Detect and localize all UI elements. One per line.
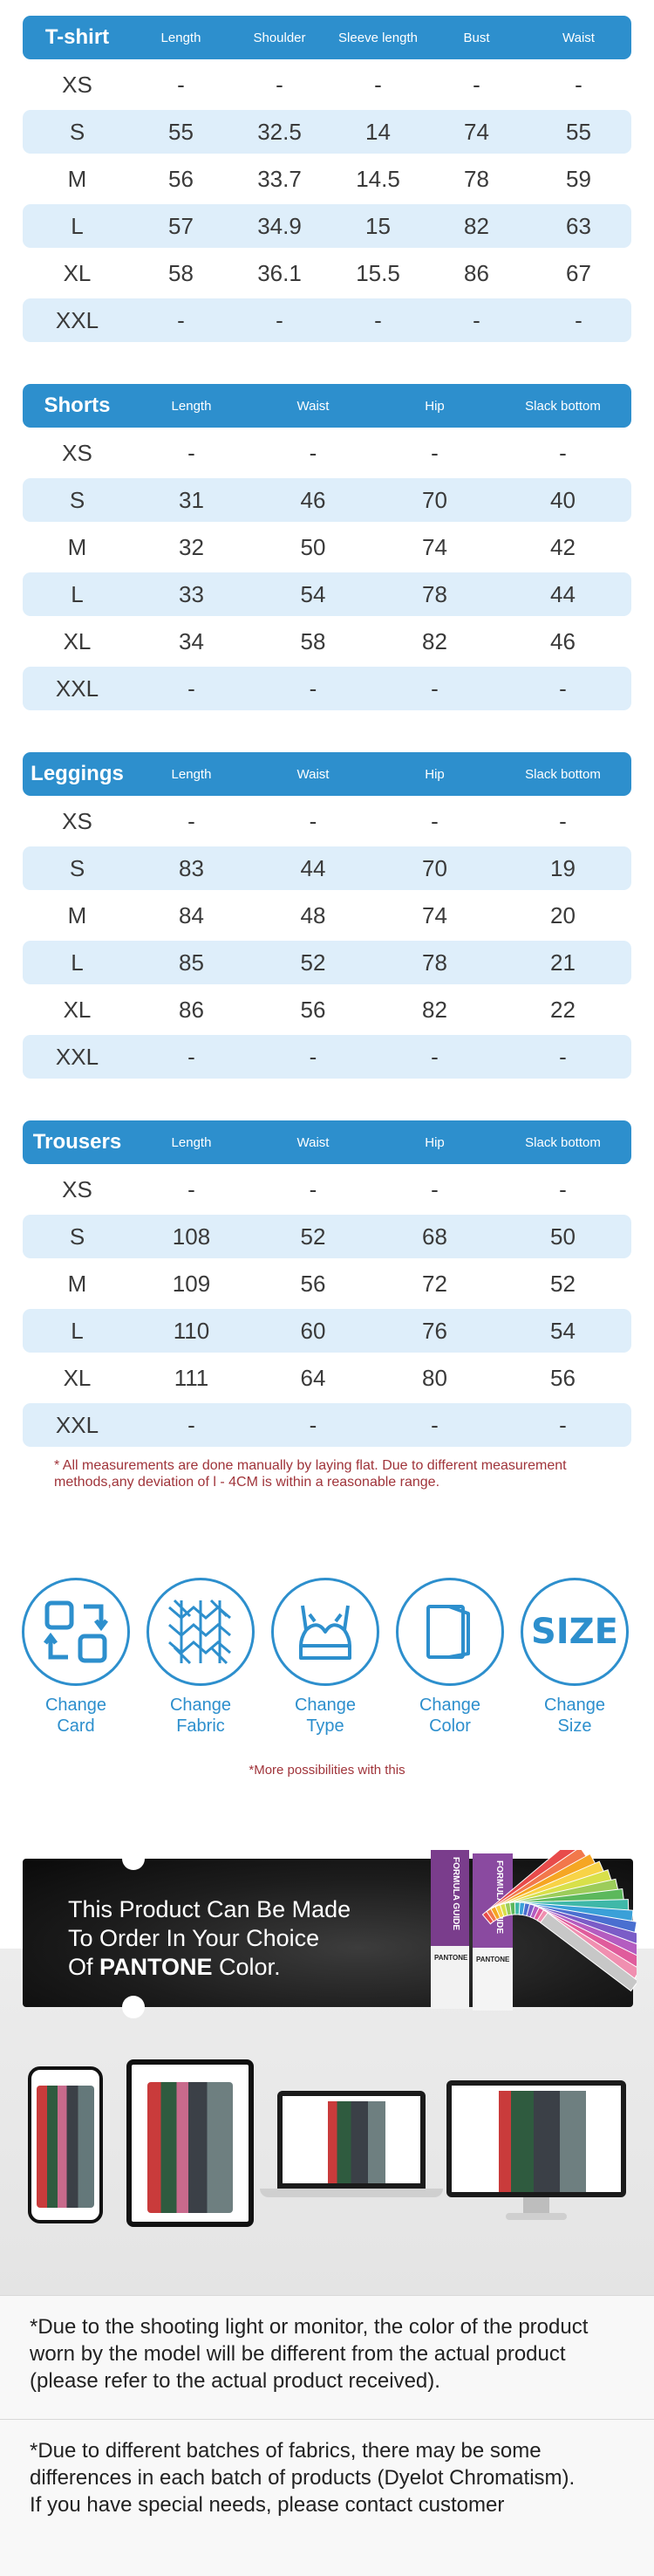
measurement-cell: - [309, 1411, 317, 1438]
measurement-cell: - [559, 439, 567, 466]
table-header [23, 1120, 631, 1164]
measurement-cell: - [276, 71, 283, 98]
measurement-cell: 50 [550, 1223, 576, 1250]
monitor-device [446, 2080, 626, 2197]
monitor-stand-base [506, 2213, 567, 2220]
measurement-cell: 14 [365, 118, 391, 145]
measurement-cell: 86 [179, 996, 204, 1023]
measurement-cell: 15 [365, 212, 391, 239]
measurement-cell: 78 [422, 949, 447, 976]
table-row [23, 251, 631, 295]
measurement-cell: 55 [168, 118, 194, 145]
measurement-cell: - [431, 1175, 439, 1202]
measurement-cell: - [431, 675, 439, 702]
column-header: Length [171, 1134, 212, 1150]
measurement-cell: - [473, 306, 480, 333]
size-label: L [71, 1317, 84, 1344]
measurement-cell: 64 [300, 1364, 326, 1391]
table-row [23, 63, 631, 106]
column-header: Hip [425, 766, 445, 782]
measurement-cell: - [187, 1043, 195, 1070]
measurement-cell: 22 [550, 996, 576, 1023]
measurement-cell: 33 [179, 580, 204, 607]
measurement-cell: 78 [464, 165, 489, 192]
headline-line-2: To Order In Your Choice [68, 1925, 320, 1951]
size-label: S [69, 854, 85, 881]
monitor-stand [523, 2197, 549, 2215]
option-label: Change Fabric [169, 1696, 232, 1736]
column-header: Slack bottom [525, 398, 601, 414]
measurement-cell: 15.5 [356, 259, 400, 286]
measurement-cell: - [309, 675, 317, 702]
measurement-cell: 70 [422, 486, 447, 513]
measurement-cell: - [431, 1043, 439, 1070]
measurement-cell: 111 [174, 1364, 209, 1391]
table-row [23, 799, 631, 843]
measurement-cell: 57 [168, 212, 194, 239]
measurement-cell: 58 [168, 259, 194, 286]
size-label: S [69, 118, 85, 145]
option-change-color[interactable] [393, 1578, 507, 1737]
measurement-cell: 48 [300, 901, 326, 928]
measurement-cell: 52 [550, 1270, 576, 1297]
size-label: S [69, 486, 85, 513]
disclaimer-color: *Due to the shooting light or monitor, the color of the product worn by the model will be different from the actual product (please refer to the actual product received). [0, 2295, 654, 2419]
table-row [23, 525, 631, 569]
table-row [23, 988, 631, 1031]
size-label: XXL [55, 1043, 99, 1070]
measurement-cell: - [309, 807, 317, 834]
measurement-cell: 110 [173, 1317, 210, 1344]
measurement-cell: 80 [422, 1364, 447, 1391]
column-header: Length [171, 766, 212, 782]
measurement-cell: 50 [300, 533, 326, 560]
measurement-cell: - [473, 71, 480, 98]
measurement-cell: 46 [550, 627, 576, 654]
measurement-cell: - [309, 1175, 317, 1202]
measurement-cell: 59 [566, 165, 591, 192]
option-change-fabric[interactable] [144, 1578, 257, 1737]
column-header: Shoulder [253, 30, 306, 45]
measurement-cell: - [559, 1043, 567, 1070]
measurement-cell: 85 [179, 949, 204, 976]
guide-title-2: FORMULA GUIDE [494, 1860, 504, 1935]
measurement-cell: - [575, 71, 582, 98]
option-change-type[interactable] [269, 1578, 382, 1737]
guide-brand-1: PANTONE [434, 1954, 468, 1962]
measurement-cell: 19 [550, 854, 576, 881]
size-label: XS [62, 807, 92, 834]
measurement-cell: - [431, 1411, 439, 1438]
table-header [23, 384, 631, 428]
sports-bra-icon [271, 1578, 379, 1686]
size-label: XL [63, 259, 92, 286]
measurement-cell: 68 [422, 1223, 447, 1250]
table-row [23, 572, 631, 616]
size-label: L [71, 949, 84, 976]
measurement-cell: - [276, 306, 283, 333]
fabric-pattern-icon [146, 1578, 255, 1686]
option-label: Change Card [44, 1696, 107, 1736]
option-change-card[interactable] [19, 1578, 133, 1737]
size-label: M [67, 1270, 87, 1297]
measurement-cell: - [177, 306, 185, 333]
size-label: XXL [55, 306, 99, 333]
fabric-image [499, 2091, 586, 2192]
measurement-cell: 82 [464, 212, 489, 239]
measurement-cell: 54 [300, 580, 326, 607]
option-label: Change Type [294, 1696, 357, 1736]
column-header: Waist [296, 766, 330, 782]
fabric-image [147, 2082, 233, 2213]
measurement-cell: - [187, 1411, 195, 1438]
measurement-cell: 58 [300, 627, 326, 654]
measurement-cell: 55 [566, 118, 591, 145]
measurement-cell: 46 [300, 486, 326, 513]
size-table-leggings [23, 752, 631, 1079]
table-row [23, 1168, 631, 1211]
pantone-guide-image [419, 1850, 637, 2016]
column-header: Length [160, 30, 201, 45]
measurement-cell: 78 [422, 580, 447, 607]
phone-device [28, 2066, 103, 2223]
measurement-cell: - [559, 1411, 567, 1438]
column-header: Bust [463, 30, 490, 45]
table-row [23, 204, 631, 248]
guide-brand-2: PANTONE [476, 1956, 510, 1963]
measurement-cell: 44 [550, 580, 576, 607]
measurement-cell: 20 [550, 901, 576, 928]
measurement-cell: 70 [422, 854, 447, 881]
column-header: Waist [296, 398, 330, 414]
fabric-image [37, 2086, 94, 2208]
size-label: M [67, 533, 87, 560]
measurement-cell: 54 [550, 1317, 576, 1344]
measurement-cell: 76 [422, 1317, 447, 1344]
table-row [23, 620, 631, 663]
measurement-cell: - [177, 71, 185, 98]
table-row [23, 1035, 631, 1079]
measurement-cell: 42 [550, 533, 576, 560]
size-label: L [71, 580, 84, 607]
more-possibilities-text: *More possibilities with this [249, 1763, 405, 1778]
change-card-icon [22, 1578, 130, 1686]
measurement-cell: 32 [179, 533, 204, 560]
measurement-cell: 83 [179, 854, 204, 881]
table-row [23, 157, 631, 201]
measurement-cell: 56 [168, 165, 194, 192]
measurement-cell: 82 [422, 996, 447, 1023]
disclaimer-batch: *Due to different batches of fabrics, there may be some differences in each batch of products (Dyelot Chromatism). If you have special needs, please contact customer [0, 2419, 654, 2576]
measurement-cell: - [374, 306, 382, 333]
measurement-cell: - [559, 1175, 567, 1202]
column-header: Hip [425, 398, 445, 414]
measurement-cell: - [431, 439, 439, 466]
headline-line-3: Of PANTONE Color. [68, 1954, 281, 1980]
size-label: XS [62, 1175, 92, 1202]
measurement-cell: - [559, 675, 567, 702]
size-table-tshirt [23, 16, 631, 342]
measurement-cell: 56 [550, 1364, 576, 1391]
banner-notch [122, 1996, 145, 2018]
size-label: XL [63, 1364, 92, 1391]
banner-notch [122, 1847, 145, 1870]
size-icon-text: SIZE [530, 1612, 619, 1652]
measurement-cell: - [559, 807, 567, 834]
option-label: Change Size [543, 1696, 606, 1736]
column-header: Length [171, 398, 212, 414]
measurement-cell: 56 [300, 996, 326, 1023]
customization-options [0, 1578, 654, 1752]
measurement-cell: 109 [172, 1270, 211, 1297]
column-header: Slack bottom [525, 766, 601, 782]
table-row [23, 1262, 631, 1305]
size-table-trousers [23, 1120, 631, 1447]
laptop-base [260, 2189, 443, 2197]
measurement-cell: - [309, 439, 317, 466]
size-label: M [67, 901, 87, 928]
measurement-cell: 52 [300, 1223, 326, 1250]
measurement-cell: - [575, 306, 582, 333]
measurement-cell: - [187, 675, 195, 702]
table-row [23, 667, 631, 710]
table-title: Shorts [44, 394, 111, 417]
table-row [23, 894, 631, 937]
measurement-cell: 52 [300, 949, 326, 976]
measurement-cell: 56 [300, 1270, 326, 1297]
table-row [23, 941, 631, 984]
table-row [23, 298, 631, 342]
table-row [23, 846, 631, 890]
measurement-cell: 60 [300, 1317, 326, 1344]
size-label: M [67, 165, 87, 192]
column-header: Waist [296, 1134, 330, 1150]
table-header [23, 16, 631, 59]
measurement-cell: 72 [422, 1270, 447, 1297]
table-row [23, 110, 631, 154]
measurement-cell: 74 [422, 533, 447, 560]
size-label: L [71, 212, 84, 239]
measurement-cell: 36.1 [257, 259, 302, 286]
size-label: S [69, 1223, 85, 1250]
measurement-cell: 86 [464, 259, 489, 286]
measurement-cell: 31 [179, 486, 204, 513]
measurement-cell: 34 [179, 627, 204, 654]
table-row [23, 1215, 631, 1258]
size-label: XS [62, 439, 92, 466]
table-row [23, 431, 631, 475]
measurement-cell: - [187, 1175, 195, 1202]
option-change-size[interactable] [518, 1578, 631, 1737]
size-text-icon [521, 1578, 629, 1686]
table-title: Trousers [32, 1130, 122, 1154]
measurement-cell: - [187, 807, 195, 834]
measurement-cell: 82 [422, 627, 447, 654]
table-row [23, 1309, 631, 1353]
guide-title-1: FORMULA GUIDE [451, 1857, 460, 1931]
column-header: Waist [562, 30, 595, 45]
table-row [23, 1356, 631, 1400]
table-header [23, 752, 631, 796]
device-previews [0, 2051, 654, 2295]
size-label: XXL [55, 1411, 99, 1438]
measurement-cell: 84 [179, 901, 204, 928]
measurement-cell: 21 [550, 949, 576, 976]
table-row [23, 478, 631, 522]
size-label: XS [62, 71, 92, 98]
table-row [23, 1403, 631, 1447]
measurement-cell: 67 [566, 259, 591, 286]
measurement-cell: 33.7 [257, 165, 302, 192]
measurement-cell: 14.5 [356, 165, 400, 192]
color-panel-icon [396, 1578, 504, 1686]
measurement-cell: 74 [464, 118, 489, 145]
size-label: XL [63, 996, 92, 1023]
column-header: Sleeve length [338, 30, 418, 45]
pantone-headline [68, 1895, 351, 1982]
measurement-cell: - [309, 1043, 317, 1070]
measurement-cell: - [431, 807, 439, 834]
table-title: Leggings [31, 762, 124, 785]
measurement-cell: 40 [550, 486, 576, 513]
tablet-device [126, 2059, 254, 2227]
column-header: Hip [425, 1134, 445, 1150]
measurement-cell: - [374, 71, 382, 98]
measurement-cell: 63 [566, 212, 591, 239]
column-header: Slack bottom [525, 1134, 601, 1150]
option-label: Change Color [419, 1696, 481, 1736]
measurement-cell: 108 [172, 1223, 211, 1250]
pantone-section [0, 1824, 654, 2304]
fabric-image [328, 2101, 385, 2183]
measurement-cell: - [187, 439, 195, 466]
size-label: XL [63, 627, 92, 654]
measurement-note: * All measurements are done manually by laying flat. Due to different measurement methods,any deviation of l - 4CM is within a reasonable range. [54, 1458, 567, 1490]
size-table-shorts [23, 384, 631, 710]
laptop-device [277, 2091, 426, 2189]
headline-line-1: This Product Can Be Made [68, 1896, 351, 1922]
measurement-cell: 32.5 [257, 118, 302, 145]
measurement-cell: 74 [422, 901, 447, 928]
measurement-cell: 44 [300, 854, 326, 881]
table-title: T-shirt [44, 25, 110, 49]
size-label: XXL [55, 675, 99, 702]
measurement-cell: 34.9 [257, 212, 302, 239]
